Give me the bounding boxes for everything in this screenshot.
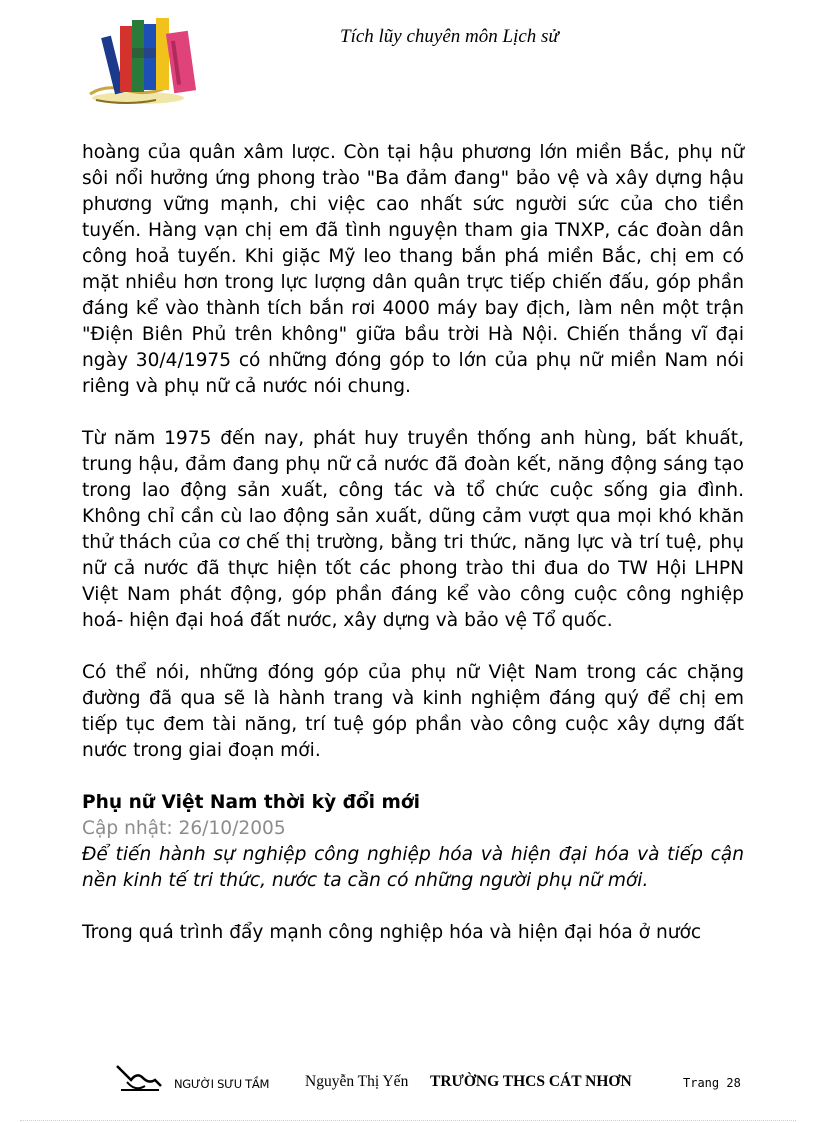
page-number: Trang 28 [683, 1076, 741, 1090]
paragraph: Trong quá trình đẩy mạnh công nghiệp hóa và hiện đại hóa ở nước [82, 922, 702, 943]
footer-divider [20, 1120, 796, 1121]
paragraph: hoàng của quân xâm lược. Còn tại hậu phương lớn miền Bắc, phụ nữ sôi nổi hưởng ứng phong trào "Ba đảm đang" bảo vệ và xây dựng hậu phương vững mạnh, chi việc cao nhất sức người sức của cho tiền tuyến. Hàng vạn chị em đã tình nguyện tham gia TNXP, các đoàn dân công hoả tuyến. Khi giặc Mỹ leo thang bắn phá miền Bắc, chị em có mặt nhiều hơn trong lực lượng dân quân trực tiếp chiến đấu, góp phần đáng kể vào thành tích bắn rơi 4000 máy bay địch, làm nên một trận "Điện Biên Phủ trên không" giữa bầu trời Hà Nội. Chiến thắng vĩ đại ngày 30/4/1975 có những đóng góp to lớn của phụ nữ miền Nam nói riêng và phụ nữ cả nước nói chung. [82, 142, 744, 397]
paragraph: Từ năm 1975 đến nay, phát huy truyền thống anh hùng, bất khuất, trung hậu, đảm đang phụ nữ cả nước đã đoàn kết, năng động sáng tạo trong lao động sản xuất, công tác và tổ chức cuộc sống gia đình. Không chỉ cần cù lao động sản xuất, dũng cảm vượt qua mọi khó khăn thử thách của cơ chế thị trường, bằng tri thức, năng lực và trí tuệ, phụ nữ cả nước đã thực hiện tốt các phong trào thi đua do TW Hội LHPN Việt Nam phát động, góp phần đáng kể vào công cuộc công nghiệp hoá- hiện đại hoá đất nước, xây dựng và bảo vệ Tổ quốc. [82, 428, 744, 631]
article-title: Phụ nữ Việt Nam thời kỳ đổi mới [82, 792, 421, 813]
signature-pen-icon [115, 1062, 163, 1096]
collector-label: NGƯỜI SƯU TẦM [174, 1077, 270, 1091]
books-stack-icon [86, 14, 208, 110]
school-name: TRƯỜNG THCS CÁT NHƠN [430, 1073, 632, 1090]
article-updated-date: Cập nhật: 26/10/2005 [82, 818, 286, 839]
header-title: Tích lũy chuyên môn Lịch sử [340, 26, 559, 47]
paragraph: Có thể nói, những đóng góp của phụ nữ Việt Nam trong các chặng đường đã qua sẽ là hành trang và kinh nghiệm đáng quý để chị em tiếp tục đem tài năng, trí tuệ góp phần vào công cuộc xây dựng đất nước trong giai đoạn mới. [82, 662, 744, 761]
author-name: Nguyễn Thị Yến [305, 1073, 409, 1090]
article-lede: Để tiến hành sự nghiệp công nghiệp hóa và hiện đại hóa và tiếp cận nền kinh tế tri thức, nước ta cần có những người phụ nữ mới. [82, 844, 744, 891]
document-body [82, 140, 744, 946]
page-footer [0, 1062, 816, 1102]
